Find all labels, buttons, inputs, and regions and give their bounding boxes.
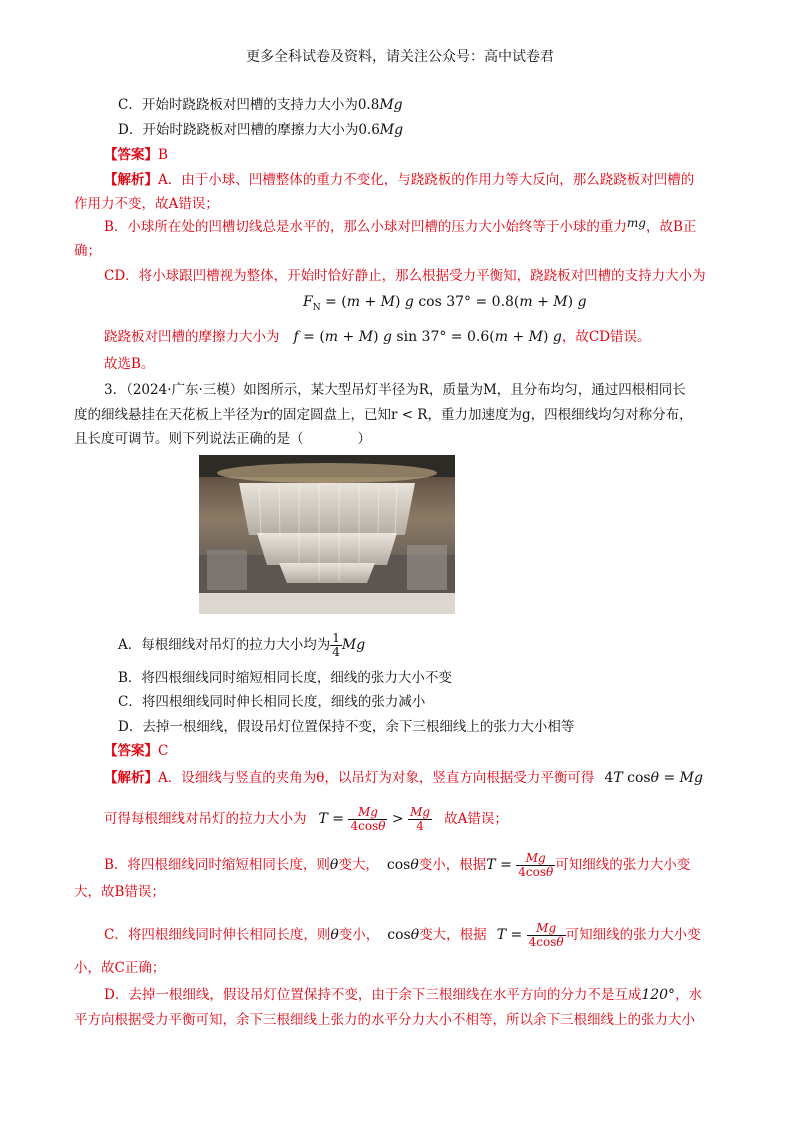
q2-analysis-a-line1: 【解析】A．由于小球、凹槽整体的重力不变化，与跷跷板的作用力等大反向，那么跷跷板对凹槽的 [104, 172, 695, 188]
q2-equation-normal-force: $F_N = (m + M)$ g cos 37° = 0.8(m + M) g [303, 294, 587, 313]
q2-friction-line: 跷跷板对凹槽的摩擦力大小为 f = (m + M) g sin 37° = 0.6(m + M) g，故CD错误。 [104, 329, 651, 345]
q2-option-c: C．开始时跷跷板对凹槽的支持力大小为0.8Mg [118, 97, 403, 113]
q3-option-d: D．去掉一根细线，假设吊灯位置保持不变，余下三根细线上的张力大小相等 [118, 719, 575, 735]
q2-conclusion: 故选B。 [104, 356, 155, 372]
chandelier-photo [199, 455, 455, 614]
q2-analysis-cd-line1: CD．将小球跟凹槽视为整体，开始时恰好静止，那么根据受力平衡知，跷跷板对凹槽的支持力大小为 [104, 268, 706, 284]
q3-analysis-c-line2: 小，故C正确； [74, 960, 166, 976]
q3-analysis-b-line2: 大，故B错误； [74, 884, 165, 900]
page-header: 更多全科试卷及资料，请关注公众号：高中试卷君 [246, 49, 554, 65]
q3-stem-line1: 3．（2024·广东·三模）如图所示，某大型吊灯半径为R，质量为M，且分布均匀，通过四根相同长 [104, 382, 686, 398]
q3-stem-line2: 度的细线悬挂在天花板上半径为r的固定圆盘上，已知r < R，重力加速度为g，四根细线均匀对称分布， [74, 407, 693, 423]
q3-analysis-d-line1: D．去掉一根细线，假设吊灯位置保持不变，由于余下三根细线在水平方向的分力不是互成120°，水 [104, 987, 703, 1003]
q3-option-c: C．将四根细线同时伸长相同长度，细线的张力减小 [118, 694, 426, 710]
q3-option-b: B．将四根细线同时缩短相同长度，细线的张力大小不变 [118, 670, 452, 686]
q2-analysis-b-line1: B．小球所在处的凹槽切线总是水平的，那么小球对凹槽的压力大小始终等于小球的重力mg，故B正 [104, 216, 697, 235]
q3-answer: 【答案】C [104, 743, 169, 759]
q3-analysis-a-line1: 【解析】A．设细线与竖直的夹角为θ，以吊灯为对象，竖直方向根据受力平衡可得 4T cosθ = Mg [104, 770, 703, 786]
q2-analysis-a-line2: 作用力不变，故A错误； [74, 196, 219, 212]
q3-stem-line3: 且长度可调节。则下列说法正确的是（ ） [74, 431, 371, 447]
q3-analysis-b-line1: B．将四根细线同时缩短相同长度，则θ变大， cosθ变小，根据T = $\frac{Mg}{4\cos\theta}$ 可知细线的张力大小变 [104, 851, 691, 879]
q2-answer: 【答案】B [104, 147, 168, 163]
q3-analysis-c-line1: C．将四根细线同时伸长相同长度，则θ变小， cosθ变大，根据 T = $\frac{Mg}{4\cos\theta}$ 可知细线的张力大小变 [104, 921, 701, 949]
q2-analysis-b-line2: 确； [74, 243, 101, 259]
q2-option-d: D．开始时跷跷板对凹槽的摩擦力大小为0.6Mg [118, 122, 404, 138]
q3-option-a: A．每根细线对吊灯的拉力大小均为 $\frac{1}{4}$ Mg [118, 631, 366, 659]
q3-analysis-a-line2: 可得每根细线对吊灯的拉力大小为 T = $\frac{Mg}{4\cos\theta}$ > $\frac{Mg}{4}$ 故A错误； [104, 805, 508, 833]
q3-analysis-d-line2: 平方向根据受力平衡可知，余下三根细线上张力的水平分力大小不相等，所以余下三根细线上的张力大小 [74, 1012, 695, 1028]
